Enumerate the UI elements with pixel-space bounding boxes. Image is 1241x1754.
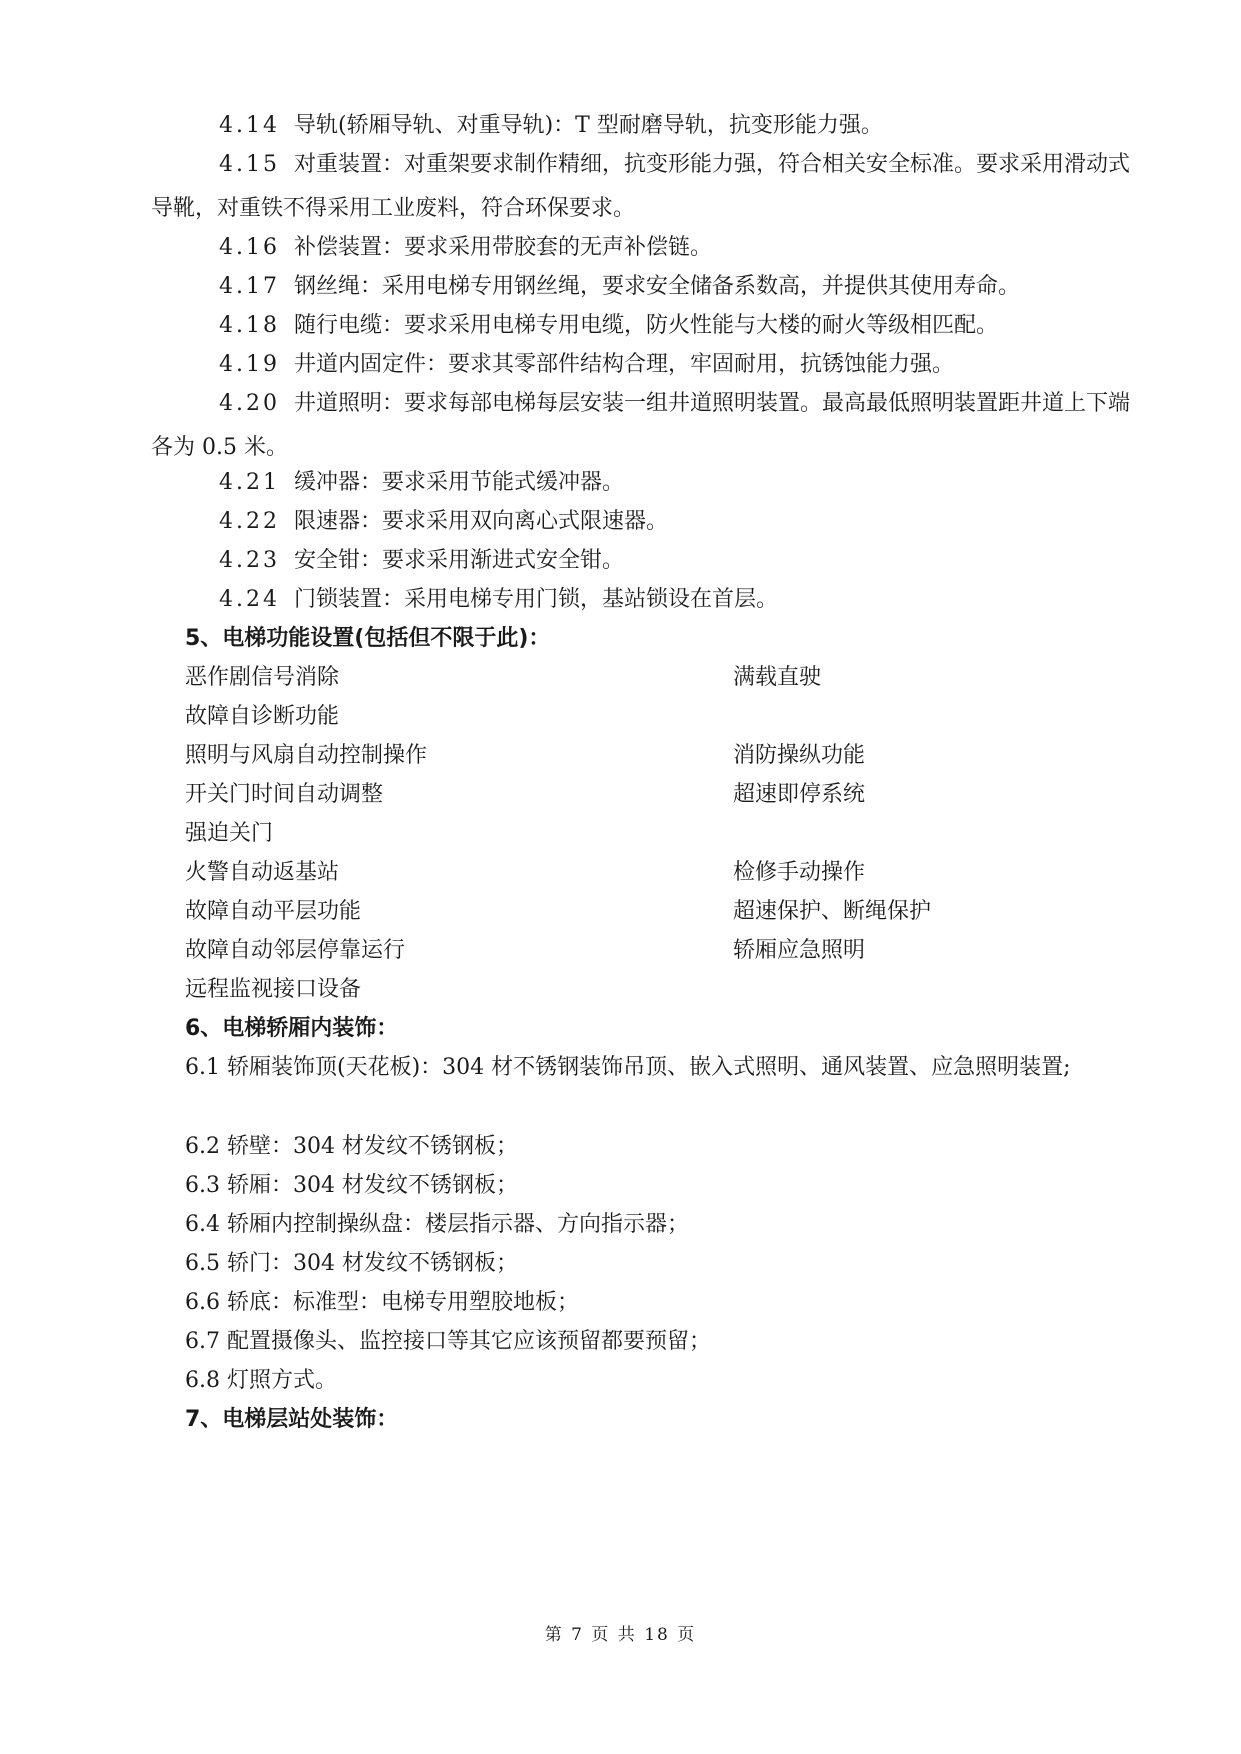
item-6-8: 6.8 灯照方式。	[185, 1368, 337, 1393]
item-4-19: 4.19 井道内固定件：要求其零部件结构合理，牢固耐用，抗锈蚀能力强。	[219, 352, 954, 377]
item-6-5: 6.5 轿门：304 材发纹不锈钢板；	[185, 1251, 518, 1276]
item-4-23: 4.23 安全钳：要求采用渐进式安全钳。	[219, 548, 624, 573]
function-item: 故障自动邻层停靠运行	[185, 938, 406, 963]
function-item: 满载直驶	[733, 665, 822, 690]
item-4-22: 4.22 限速器：要求采用双向离心式限速器。	[219, 509, 668, 534]
section-5-heading: 5、电梯功能设置(包括但不限于此)：	[185, 626, 551, 651]
function-item: 恶作剧信号消除	[185, 665, 340, 690]
function-item: 超速即停系统	[733, 782, 866, 807]
item-4-24: 4.24 门锁装置：采用电梯专用门锁，基站锁设在首层。	[219, 587, 778, 612]
function-item: 远程监视接口设备	[185, 977, 362, 1002]
function-item: 故障自诊断功能	[185, 704, 340, 729]
function-item: 轿厢应急照明	[733, 938, 866, 963]
function-item: 照明与风扇自动控制操作	[185, 743, 428, 768]
page-footer: 第 7 页 共 18 页	[544, 1625, 697, 1645]
item-4-20: 4.20 井道照明：要求每部电梯每层安装一组井道照明装置。最高最低照明装置距井道上下端各为 0.5 米。	[151, 391, 1130, 460]
item-6-2: 6.2 轿壁：304 材发纹不锈钢板；	[185, 1134, 518, 1159]
item-6-3: 6.3 轿厢：304 材发纹不锈钢板；	[185, 1173, 518, 1198]
section-7-heading: 7、电梯层站处装饰：	[185, 1407, 399, 1432]
item-4-21: 4.21 缓冲器：要求采用节能式缓冲器。	[219, 470, 624, 495]
function-item: 消防操纵功能	[733, 743, 866, 768]
function-item: 开关门时间自动调整	[185, 782, 384, 807]
function-item: 故障自动平层功能	[185, 899, 362, 924]
item-6-4: 6.4 轿厢内控制操纵盘：楼层指示器、方向指示器；	[185, 1212, 689, 1237]
function-item: 强迫关门	[185, 821, 274, 846]
item-4-18: 4.18 随行电缆：要求采用电梯专用电缆，防火性能与大楼的耐火等级相匹配。	[219, 313, 998, 338]
item-6-1: 6.1 轿厢装饰顶(天花板)：304 材不锈钢装饰吊顶、嵌入式照明、通风装置、应急照明装置;	[185, 1055, 1071, 1080]
item-6-6: 6.6 轿底：标准型：电梯专用塑胶地板；	[185, 1290, 579, 1315]
item-4-17: 4.17 钢丝绳：采用电梯专用钢丝绳，要求安全储备系数高，并提供其使用寿命。	[219, 274, 1020, 299]
item-4-16: 4.16 补偿装置：要求采用带胶套的无声补偿链。	[219, 235, 712, 260]
item-4-15: 4.15 对重装置：对重架要求制作精细，抗变形能力强，符合相关安全标准。要求采用滑动式导靴，对重铁不得采用工业废料，符合环保要求。	[151, 152, 1130, 221]
function-item: 超速保护、断绳保护	[733, 899, 932, 924]
item-4-14: 4.14 导轨(轿厢导轨、对重导轨)：T 型耐磨导轨，抗变形能力强。	[219, 113, 883, 138]
function-item: 检修手动操作	[733, 860, 866, 885]
item-6-7: 6.7 配置摄像头、监控接口等其它应该预留都要预留；	[185, 1329, 711, 1354]
function-item: 火警自动返基站	[185, 860, 340, 885]
section-6-heading: 6、电梯轿厢内装饰：	[185, 1016, 399, 1041]
